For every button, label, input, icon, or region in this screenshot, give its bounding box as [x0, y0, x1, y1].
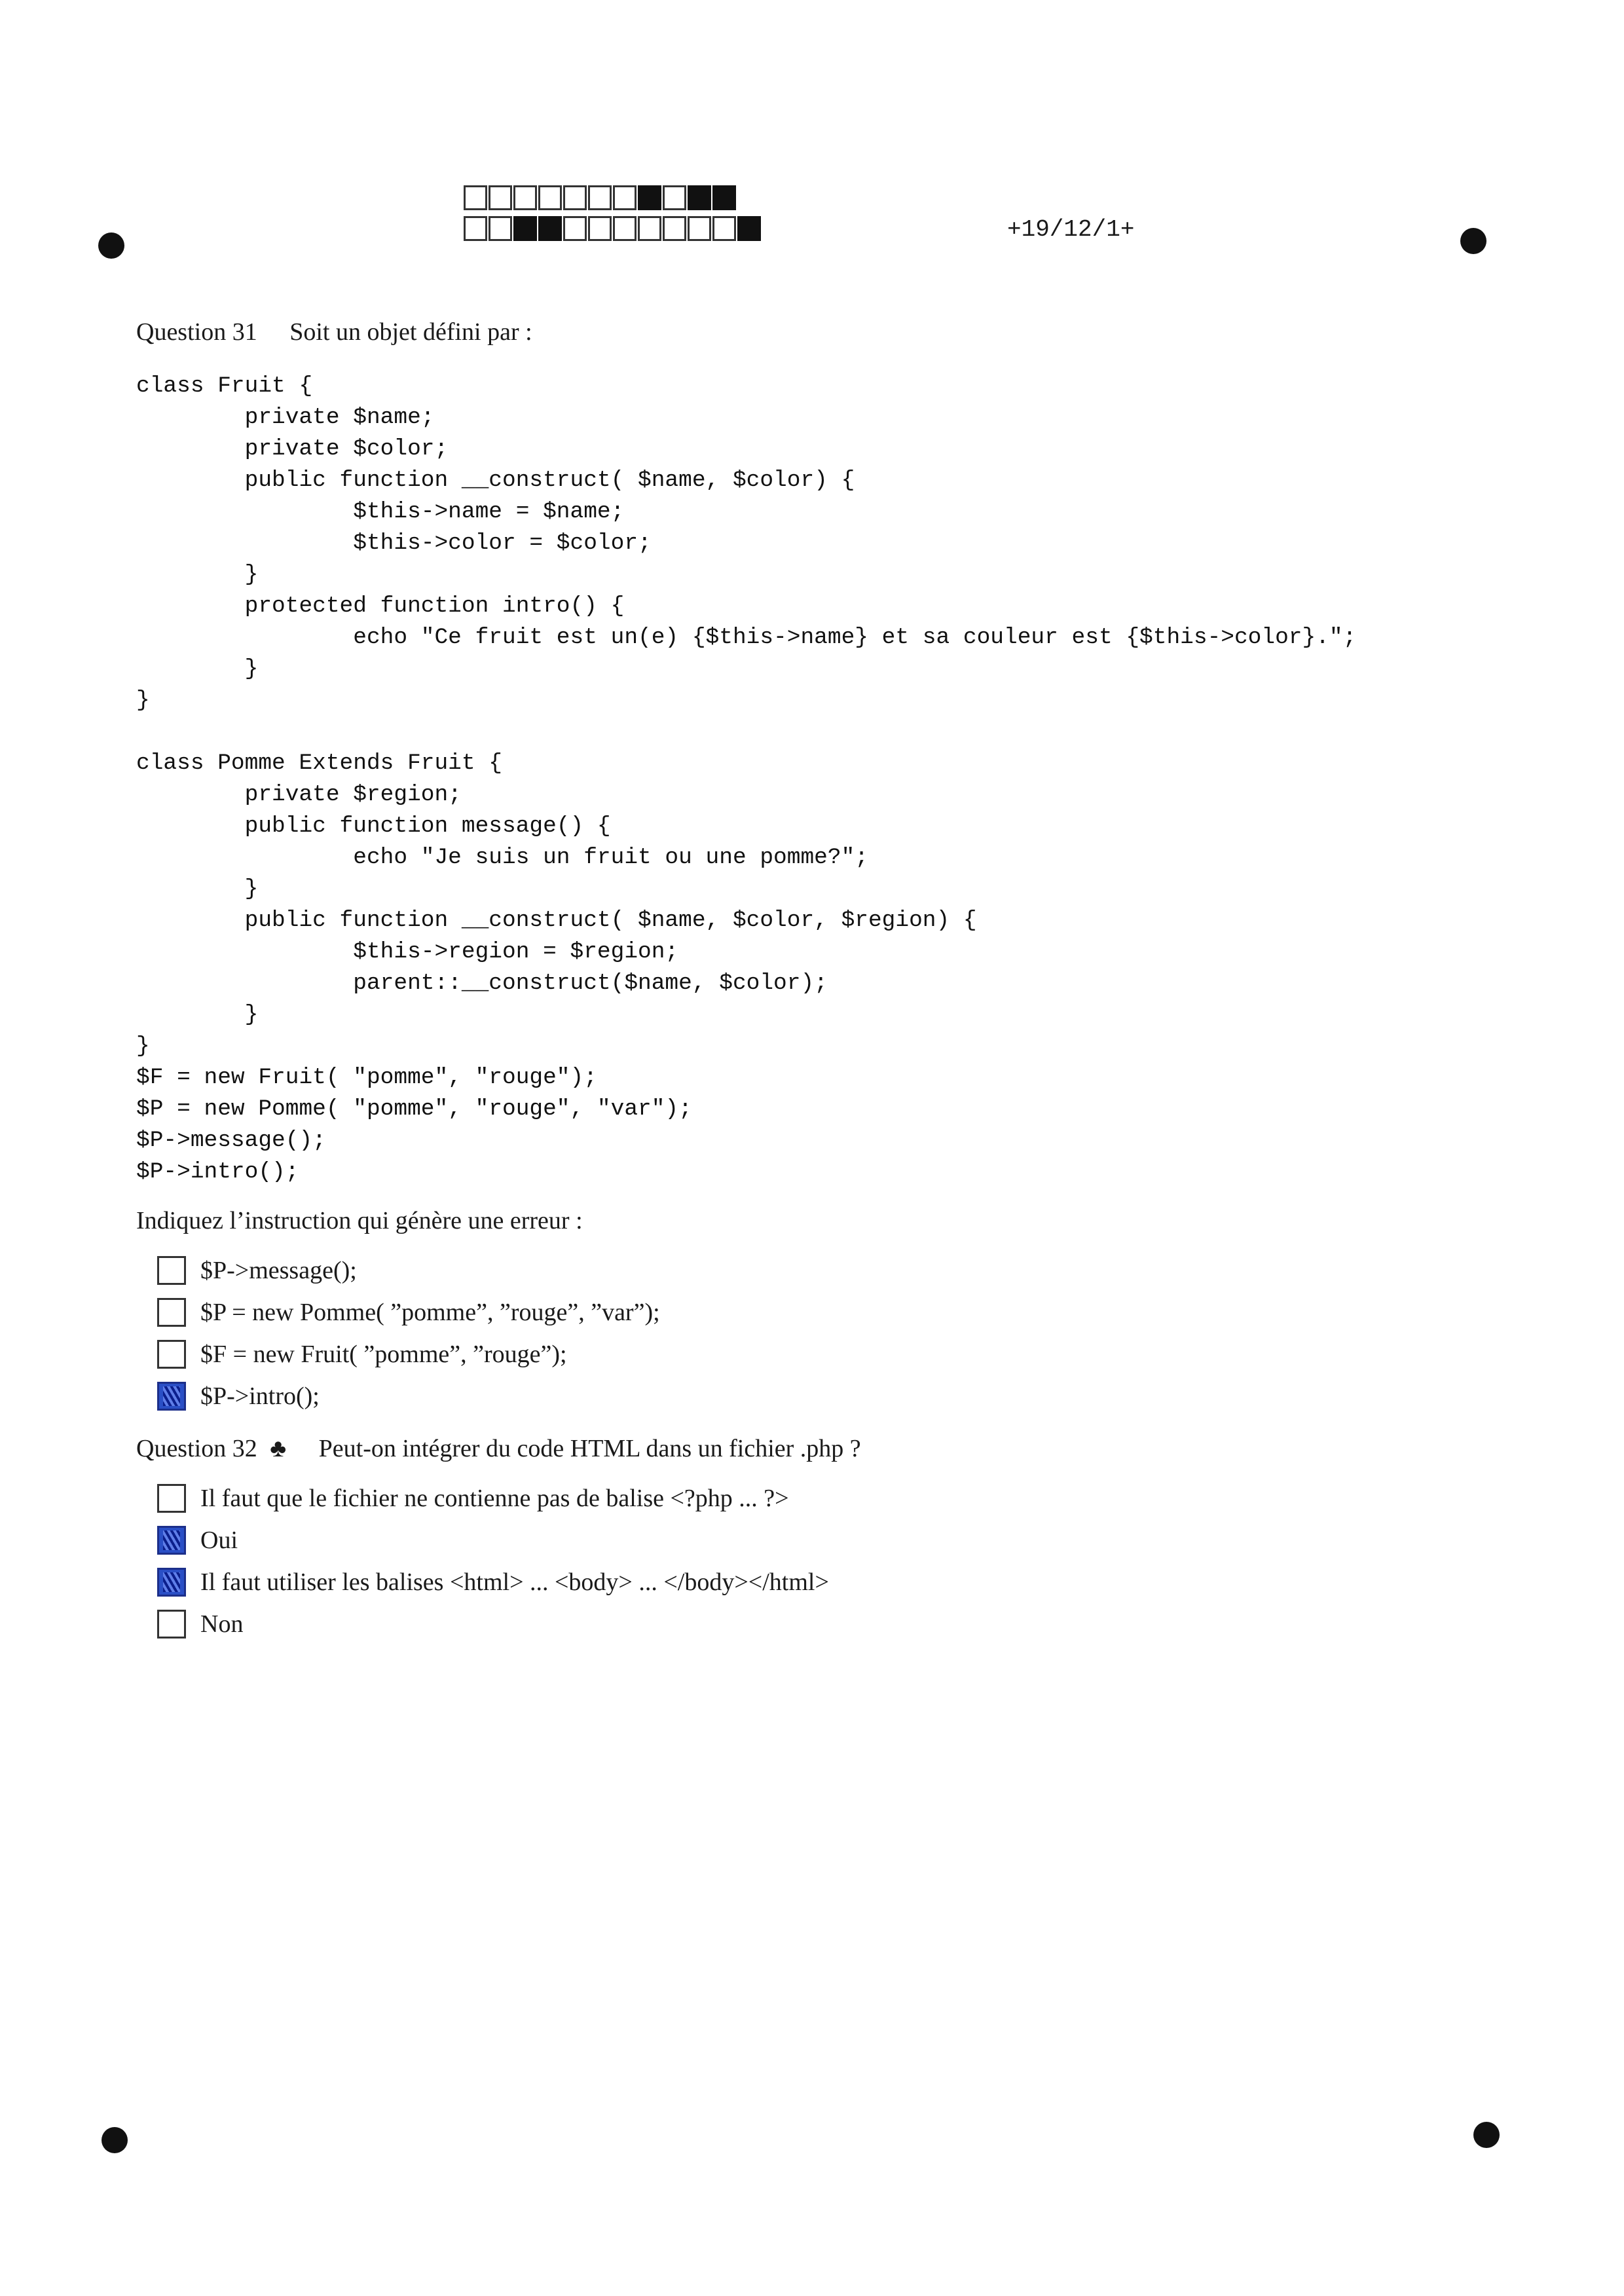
checkbox[interactable]: [157, 1526, 186, 1555]
answer-option[interactable]: [157, 1519, 829, 1561]
barcode-cell: [489, 216, 512, 241]
answer-option[interactable]: [157, 1477, 829, 1519]
question-32-options: [157, 1477, 829, 1645]
answer-option[interactable]: [157, 1333, 660, 1375]
checkbox[interactable]: [157, 1340, 186, 1369]
question-prompt: Peut-on intégrer du code HTML dans un fichier .php ?: [318, 1435, 861, 1462]
barcode-cell: [737, 216, 761, 241]
checkbox[interactable]: [157, 1298, 186, 1327]
option-label: $F = new Fruit( ”pomme”, ”rouge”);: [200, 1341, 567, 1368]
registration-mark-bottom-left: [101, 2127, 128, 2153]
option-label: Il faut utiliser les balises <html> ... <body> ... </body></html>: [200, 1568, 829, 1596]
barcode-cell: [588, 185, 612, 210]
question-32-title: [136, 1434, 861, 1463]
option-label: Il faut que le fichier ne contienne pas de balise <?php ... ?>: [200, 1485, 789, 1512]
barcode-cell: [663, 216, 686, 241]
question-31-instruction: Indiquez l’instruction qui génère une erreur :: [136, 1207, 583, 1234]
barcode-cell: [688, 185, 711, 210]
barcode-cell: [712, 216, 736, 241]
barcode-cell: [538, 216, 562, 241]
page-code: +19/12/1+: [1007, 216, 1135, 243]
barcode-cell: [513, 185, 537, 210]
checkbox[interactable]: [157, 1568, 186, 1597]
club-icon: ♣: [270, 1435, 287, 1462]
question-31-title: [136, 318, 532, 346]
answer-option[interactable]: [157, 1603, 829, 1645]
question-31-options: [157, 1250, 660, 1417]
answer-option[interactable]: [157, 1250, 660, 1291]
option-label: $P->message();: [200, 1257, 357, 1284]
barcode-cell: [563, 185, 587, 210]
option-label: Non: [200, 1610, 244, 1638]
barcode-row-2: [464, 216, 762, 241]
barcode-cell: [613, 216, 637, 241]
answer-option[interactable]: [157, 1375, 660, 1417]
barcode-cell: [712, 185, 736, 210]
barcode-cell: [588, 216, 612, 241]
option-label: Oui: [200, 1527, 238, 1554]
barcode-cell: [513, 216, 537, 241]
question-number: Question 32: [136, 1435, 257, 1462]
barcode-row-1: [464, 185, 737, 210]
barcode-cell: [663, 185, 686, 210]
barcode-cell: [464, 185, 487, 210]
barcode-cell: [638, 216, 661, 241]
checkbox[interactable]: [157, 1610, 186, 1639]
answer-option[interactable]: [157, 1291, 660, 1333]
barcode-cell: [688, 216, 711, 241]
registration-mark-top-right: [1460, 228, 1486, 254]
option-label: $P->intro();: [200, 1382, 320, 1410]
barcode-cell: [538, 185, 562, 210]
registration-mark-bottom-right: [1473, 2122, 1500, 2148]
question-number: Question 31: [136, 318, 257, 346]
answer-option[interactable]: [157, 1561, 829, 1603]
barcode-cell: [464, 216, 487, 241]
barcode-cell: [489, 185, 512, 210]
barcode-cell: [638, 185, 661, 210]
registration-mark-top-left: [98, 232, 124, 259]
checkbox[interactable]: [157, 1484, 186, 1513]
php-code-block: class Fruit { private $name; private $color; public function __construct( $name, $color) { $this->name = $name; $this->color = $color; } protected function intro() { echo "Ce fruit est un(e) {$this->name} et sa couleur est {$this->color}."; } } class Pomme Extends Fruit { private $region; public function message() { echo "Je suis un fruit ou une pomme?"; } public function __construct( $name, $color, $region) { $this->region = $region; parent::__construct($name, $color); } } $F = new Fruit( "pomme", "rouge"); $P = new Pomme( "pomme", "rouge", "var"); $P->message(); $P->intro();: [136, 373, 1357, 1185]
barcode-cell: [563, 216, 587, 241]
question-prompt: Soit un objet défini par :: [289, 318, 532, 346]
barcode-cell: [613, 185, 637, 210]
option-label: $P = new Pomme( ”pomme”, ”rouge”, ”var”);: [200, 1299, 660, 1326]
checkbox[interactable]: [157, 1382, 186, 1411]
checkbox[interactable]: [157, 1256, 186, 1285]
